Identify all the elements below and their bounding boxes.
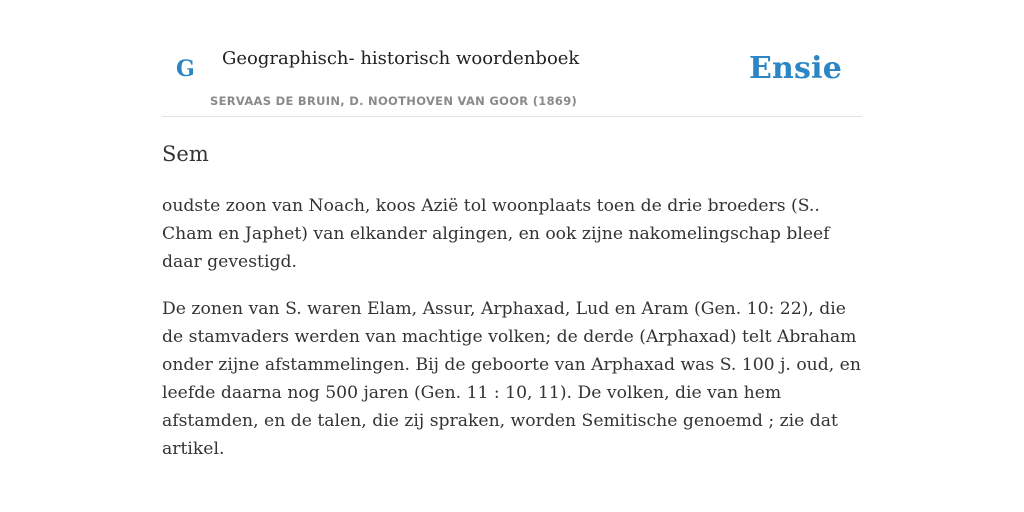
- ensie-logo[interactable]: Ensie: [748, 51, 842, 86]
- entry-title: Sem: [162, 142, 209, 166]
- dictionary-header: [162, 0, 862, 117]
- entry-body: [162, 192, 862, 482]
- page: [162, 0, 862, 459]
- entry-paragraph: oudste zoon van Noach, koos Azië tol woonplaats toen de drie broeders (S.. Cham en Japhet) van elkander algingen, en ook zijne nakomelingschap bleef daar gevestigd.: [162, 196, 830, 272]
- letter-g-icon[interactable]: G: [176, 56, 195, 82]
- book-title-link[interactable]: Geographisch- historisch woordenboek: [222, 48, 580, 69]
- entry-paragraph: De zonen van S. waren Elam, Assur, Arphaxad, Lud en Aram (Gen. 10: 22), die de stamvaders werden van machtige volken; de derde (Arphaxad) telt Abraham onder zijne afstammelingen. Bij de geboorte van Arphaxad was S. 100 j. oud, en leefde daarna nog 500 jaren (Gen. 11 : 10, 11). De volken, die van hem afstamden, en de talen, die zij spraken, worden Semitische genoemd ; zie dat artikel.: [162, 299, 861, 459]
- book-authors: SERVAAS DE BRUIN, D. NOOTHOVEN VAN GOOR (1869): [210, 94, 578, 108]
